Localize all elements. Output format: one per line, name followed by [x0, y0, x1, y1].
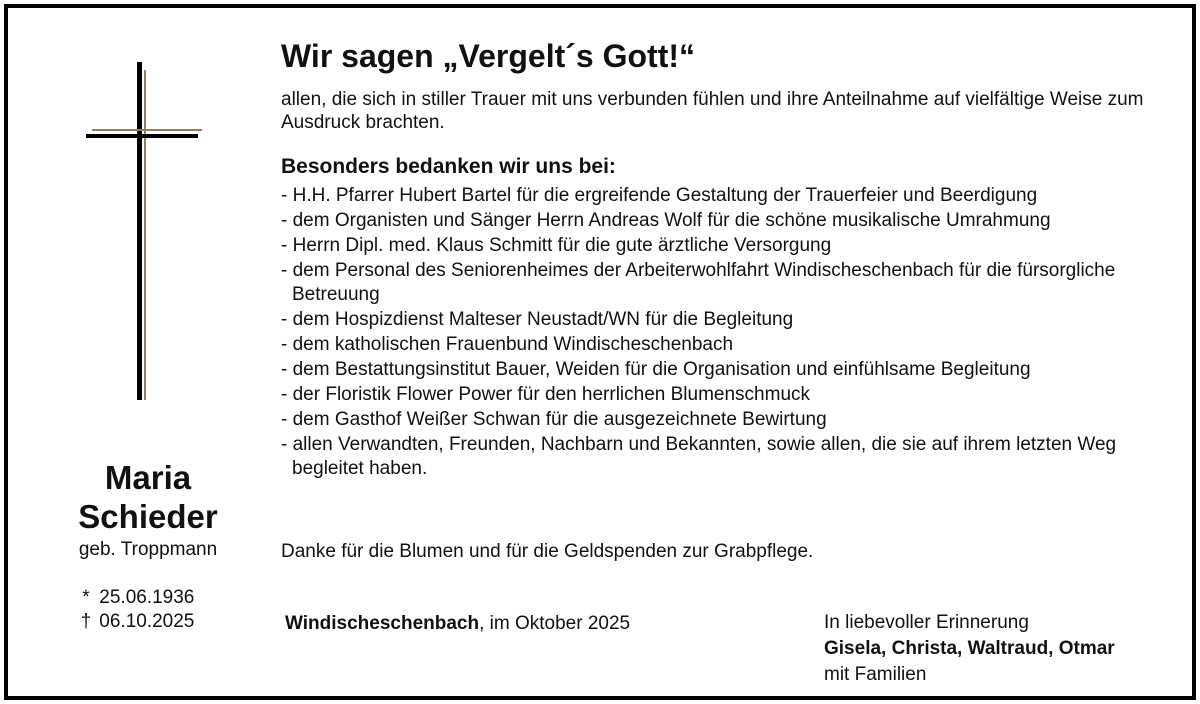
signature-line-3: mit Familien — [824, 664, 927, 685]
thanks-heading: Besonders bedanken wir uns bei: — [281, 155, 616, 178]
signature-names: Gisela, Christa, Waltraud, Otmar — [824, 638, 1115, 659]
deceased-birth-name: geb. Troppmann — [78, 539, 218, 560]
deceased-first-name: Maria — [104, 459, 192, 496]
birth-date-row — [78, 586, 194, 610]
list-item: - Herrn Dipl. med. Klaus Schmitt für die gute ärztliche Versorgung — [281, 235, 832, 256]
list-item: - dem Gasthof Weißer Schwan für die ausgezeichnete Bewirtung — [281, 409, 827, 430]
cross-icon — [8, 8, 268, 428]
birth-date: 25.06.1936 — [99, 587, 195, 608]
place-town: Windischeschenbach — [285, 613, 480, 634]
star-icon: * — [82, 587, 90, 608]
list-item: - dem Hospizdienst Malteser Neustadt/WN für die Begleitung — [281, 309, 794, 330]
signature-line-1: In liebevoller Erinnerung — [824, 612, 1029, 633]
list-item: - dem katholischen Frauenbund Windischeschenbach — [281, 334, 734, 355]
thanks-list — [281, 184, 1171, 482]
death-date-row — [78, 610, 194, 634]
deceased-info — [48, 458, 248, 562]
signature-block — [824, 610, 1115, 688]
dagger-icon: † — [80, 611, 92, 632]
deceased-last-name: Schieder — [78, 498, 218, 535]
place-date — [285, 612, 630, 636]
death-date: 06.10.2025 — [99, 611, 195, 632]
obituary-notice — [4, 4, 1196, 700]
list-item: - der Floristik Flower Power für den herrlichen Blumenschmuck — [281, 384, 811, 405]
closing-text: Danke für die Blumen und für die Geldspenden zur Grabpflege. — [281, 541, 814, 562]
list-item: - dem Bestattungsinstitut Bauer, Weiden für die Organisation und einfühlsame Begleitung — [281, 359, 1031, 380]
list-item: - dem Personal des Seniorenheimes der Arbeiterwohlfahrt Windischeschenbach für die fürsorgliche Betreuung — [281, 260, 1116, 305]
life-dates — [78, 586, 194, 634]
list-item: - H.H. Pfarrer Hubert Bartel für die ergreifende Gestaltung der Trauerfeier und Beerdigung — [281, 185, 1038, 206]
list-item: - allen Verwandten, Freunden, Nachbarn und Bekannten, sowie allen, die sie auf ihrem letzten Weg begleitet haben. — [281, 434, 1117, 479]
intro-text: allen, die sich in stiller Trauer mit uns verbunden fühlen und ihre Anteilnahme auf vielfältige Weise zum Ausdruck brachten. — [281, 89, 1144, 133]
page-title: Wir sagen „Vergelt´s Gott!“ — [281, 38, 695, 74]
list-item: - dem Organisten und Sänger Herrn Andreas Wolf für die schöne musikalische Umrahmung — [281, 210, 1051, 231]
place-date-text: , im Oktober 2025 — [479, 613, 631, 634]
